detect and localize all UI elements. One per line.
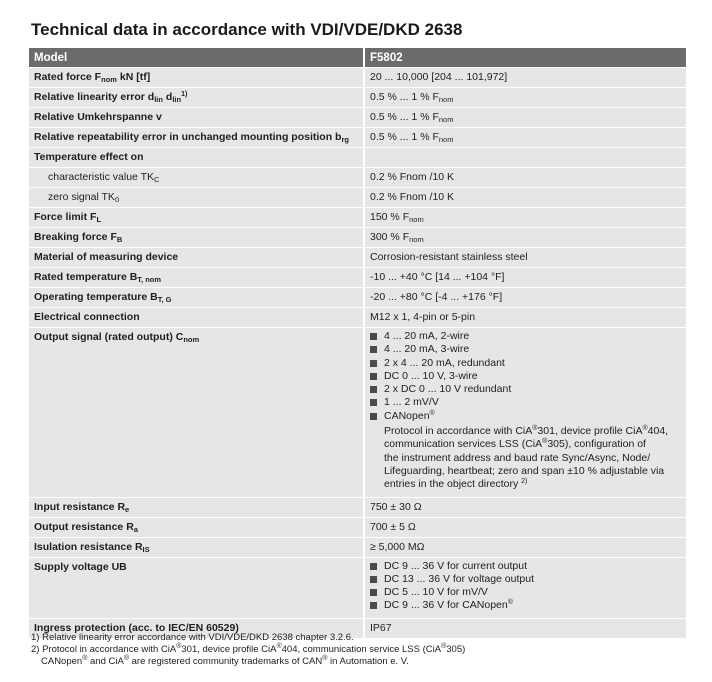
row-value xyxy=(364,557,686,618)
row-label: Ingress protection (acc. to IEC/EN 60529) xyxy=(29,618,364,638)
row-value: M12 x 1, 4-pin or 5-pin xyxy=(364,308,686,328)
row-label: Rated force $F_{nom}$ kN [tf] xyxy=(29,68,364,88)
row-value: -10 ... +40 °C [14 ... +104 °F] xyxy=(364,268,686,288)
table-row xyxy=(29,557,686,618)
table-row xyxy=(29,268,686,288)
row-label: characteristic value $TK_C$ xyxy=(29,168,364,188)
table-row xyxy=(29,208,686,228)
row-value: 750 ± 30 Ω xyxy=(364,497,686,517)
list-item: 2 x 4 ... 20 mA, redundant xyxy=(370,357,682,370)
row-value: 700 ± 5 Ω xyxy=(364,517,686,537)
row-label: Temperature effect on xyxy=(29,148,364,168)
list-item: DC 5 ... 10 V for mV/V xyxy=(370,586,682,599)
row-label: Output resistance $R_a$ xyxy=(29,517,364,537)
supply-voltage-list xyxy=(370,560,682,613)
list-item: CANopen® xyxy=(370,410,682,423)
table-row xyxy=(29,88,686,108)
table-row xyxy=(29,288,686,308)
row-label: Operating temperature $B_{T, G}$ xyxy=(29,288,364,308)
table-row xyxy=(29,537,686,557)
table-row xyxy=(29,68,686,88)
row-value: IP67 xyxy=(364,618,686,638)
row-label: Electrical connection xyxy=(29,308,364,328)
row-label: Force limit $F_L$ xyxy=(29,208,364,228)
page-title: Technical data in accordance with VDI/VDE/DKD 2638 xyxy=(31,20,463,39)
canopen-protocol-text: Protocol in accordance with CiA®301, device profile CiA®404, communication services LSS (CiA®305), configuration of the instrument address and baud rate Sync/Async, Node/ Lifeguarding, heartbeat; zero and span ±10 % adjustable via entries in the object directory $^{2)}$ xyxy=(384,425,669,491)
row-label: Output signal (rated output) $C_{nom}$ xyxy=(29,328,364,498)
table-row xyxy=(29,328,686,498)
row-value: Corrosion-resistant stainless steel xyxy=(364,248,686,268)
table-row xyxy=(29,188,686,208)
list-item: DC 9 ... 36 V for CANopen® xyxy=(370,599,682,612)
row-label: Relative repeatability error in unchanged mounting position $b_{rg}$ xyxy=(29,128,364,148)
row-label: Material of measuring device xyxy=(29,248,364,268)
footnote-2: 2) Protocol in accordance with CiA®301, device profile CiA®404, communication service LSS (CiA®305) xyxy=(31,643,466,655)
footnote-trademarks: CANopen® and CiA® are registered community trademarks of CAN® in Automation e. V. xyxy=(41,655,409,667)
row-label: Breaking force $F_B$ xyxy=(29,228,364,248)
table-row xyxy=(29,108,686,128)
table-row xyxy=(29,517,686,537)
table-row xyxy=(29,308,686,328)
list-item: DC 0 ... 10 V, 3-wire xyxy=(370,370,682,383)
list-item: DC 9 ... 36 V for current output xyxy=(370,560,682,573)
row-value: ≥ 5,000 MΩ xyxy=(364,537,686,557)
output-signal-list xyxy=(370,330,682,423)
row-label: Input resistance $R_e$ xyxy=(29,497,364,517)
row-value: 0.5 % ... 1 % $F_{nom}$ xyxy=(364,88,686,108)
header-value: F5802 xyxy=(364,48,686,68)
row-value: 20 ... 10,000 [204 ... 101,972] xyxy=(364,68,686,88)
row-label: zero signal $TK_0$ xyxy=(29,188,364,208)
row-label: Rated temperature $B_{T, nom}$ xyxy=(29,268,364,288)
list-item: 4 ... 20 mA, 3-wire xyxy=(370,343,682,356)
row-value: -20 ... +80 °C [-4 ... +176 °F] xyxy=(364,288,686,308)
table-row xyxy=(29,148,686,168)
list-item: DC 13 ... 36 V for voltage output xyxy=(370,573,682,586)
technical-data-table xyxy=(29,48,686,639)
row-label: Isulation resistance $R_{IS}$ xyxy=(29,537,364,557)
list-item: 4 ... 20 mA, 2-wire xyxy=(370,330,682,343)
row-label: Relative Umkehrspanne v xyxy=(29,108,364,128)
row-value: 300 % $F_{nom}$ xyxy=(364,228,686,248)
table-row xyxy=(29,168,686,188)
header-model: Model xyxy=(29,48,364,68)
row-value xyxy=(364,148,686,168)
row-value: 0.2 % Fnom /10 K xyxy=(364,188,686,208)
row-value: 0.5 % ... 1 % $F_{nom}$ xyxy=(364,128,686,148)
table-row xyxy=(29,497,686,517)
footnotes xyxy=(31,632,465,668)
row-value: 150 % $F_{nom}$ xyxy=(364,208,686,228)
table-row xyxy=(29,128,686,148)
list-item: 1 ... 2 mV/V xyxy=(370,396,682,409)
row-label: Relative linearity error $d_{lin}$ $d_{lin}^{1)}$ xyxy=(29,88,364,108)
row-value: 0.2 % Fnom /10 K xyxy=(364,168,686,188)
row-value: 0.5 % ... 1 % $F_{nom}$ xyxy=(364,108,686,128)
footnote-1: 1) Relative linearity error accordance with VDI/VDE/DKD 2638 chapter 3.2.6. xyxy=(31,632,354,643)
row-label: Supply voltage UB xyxy=(29,557,364,618)
table-header-row xyxy=(29,48,686,68)
table-row xyxy=(29,228,686,248)
table-row xyxy=(29,248,686,268)
row-value xyxy=(364,328,686,498)
list-item: 2 x DC 0 ... 10 V redundant xyxy=(370,383,682,396)
